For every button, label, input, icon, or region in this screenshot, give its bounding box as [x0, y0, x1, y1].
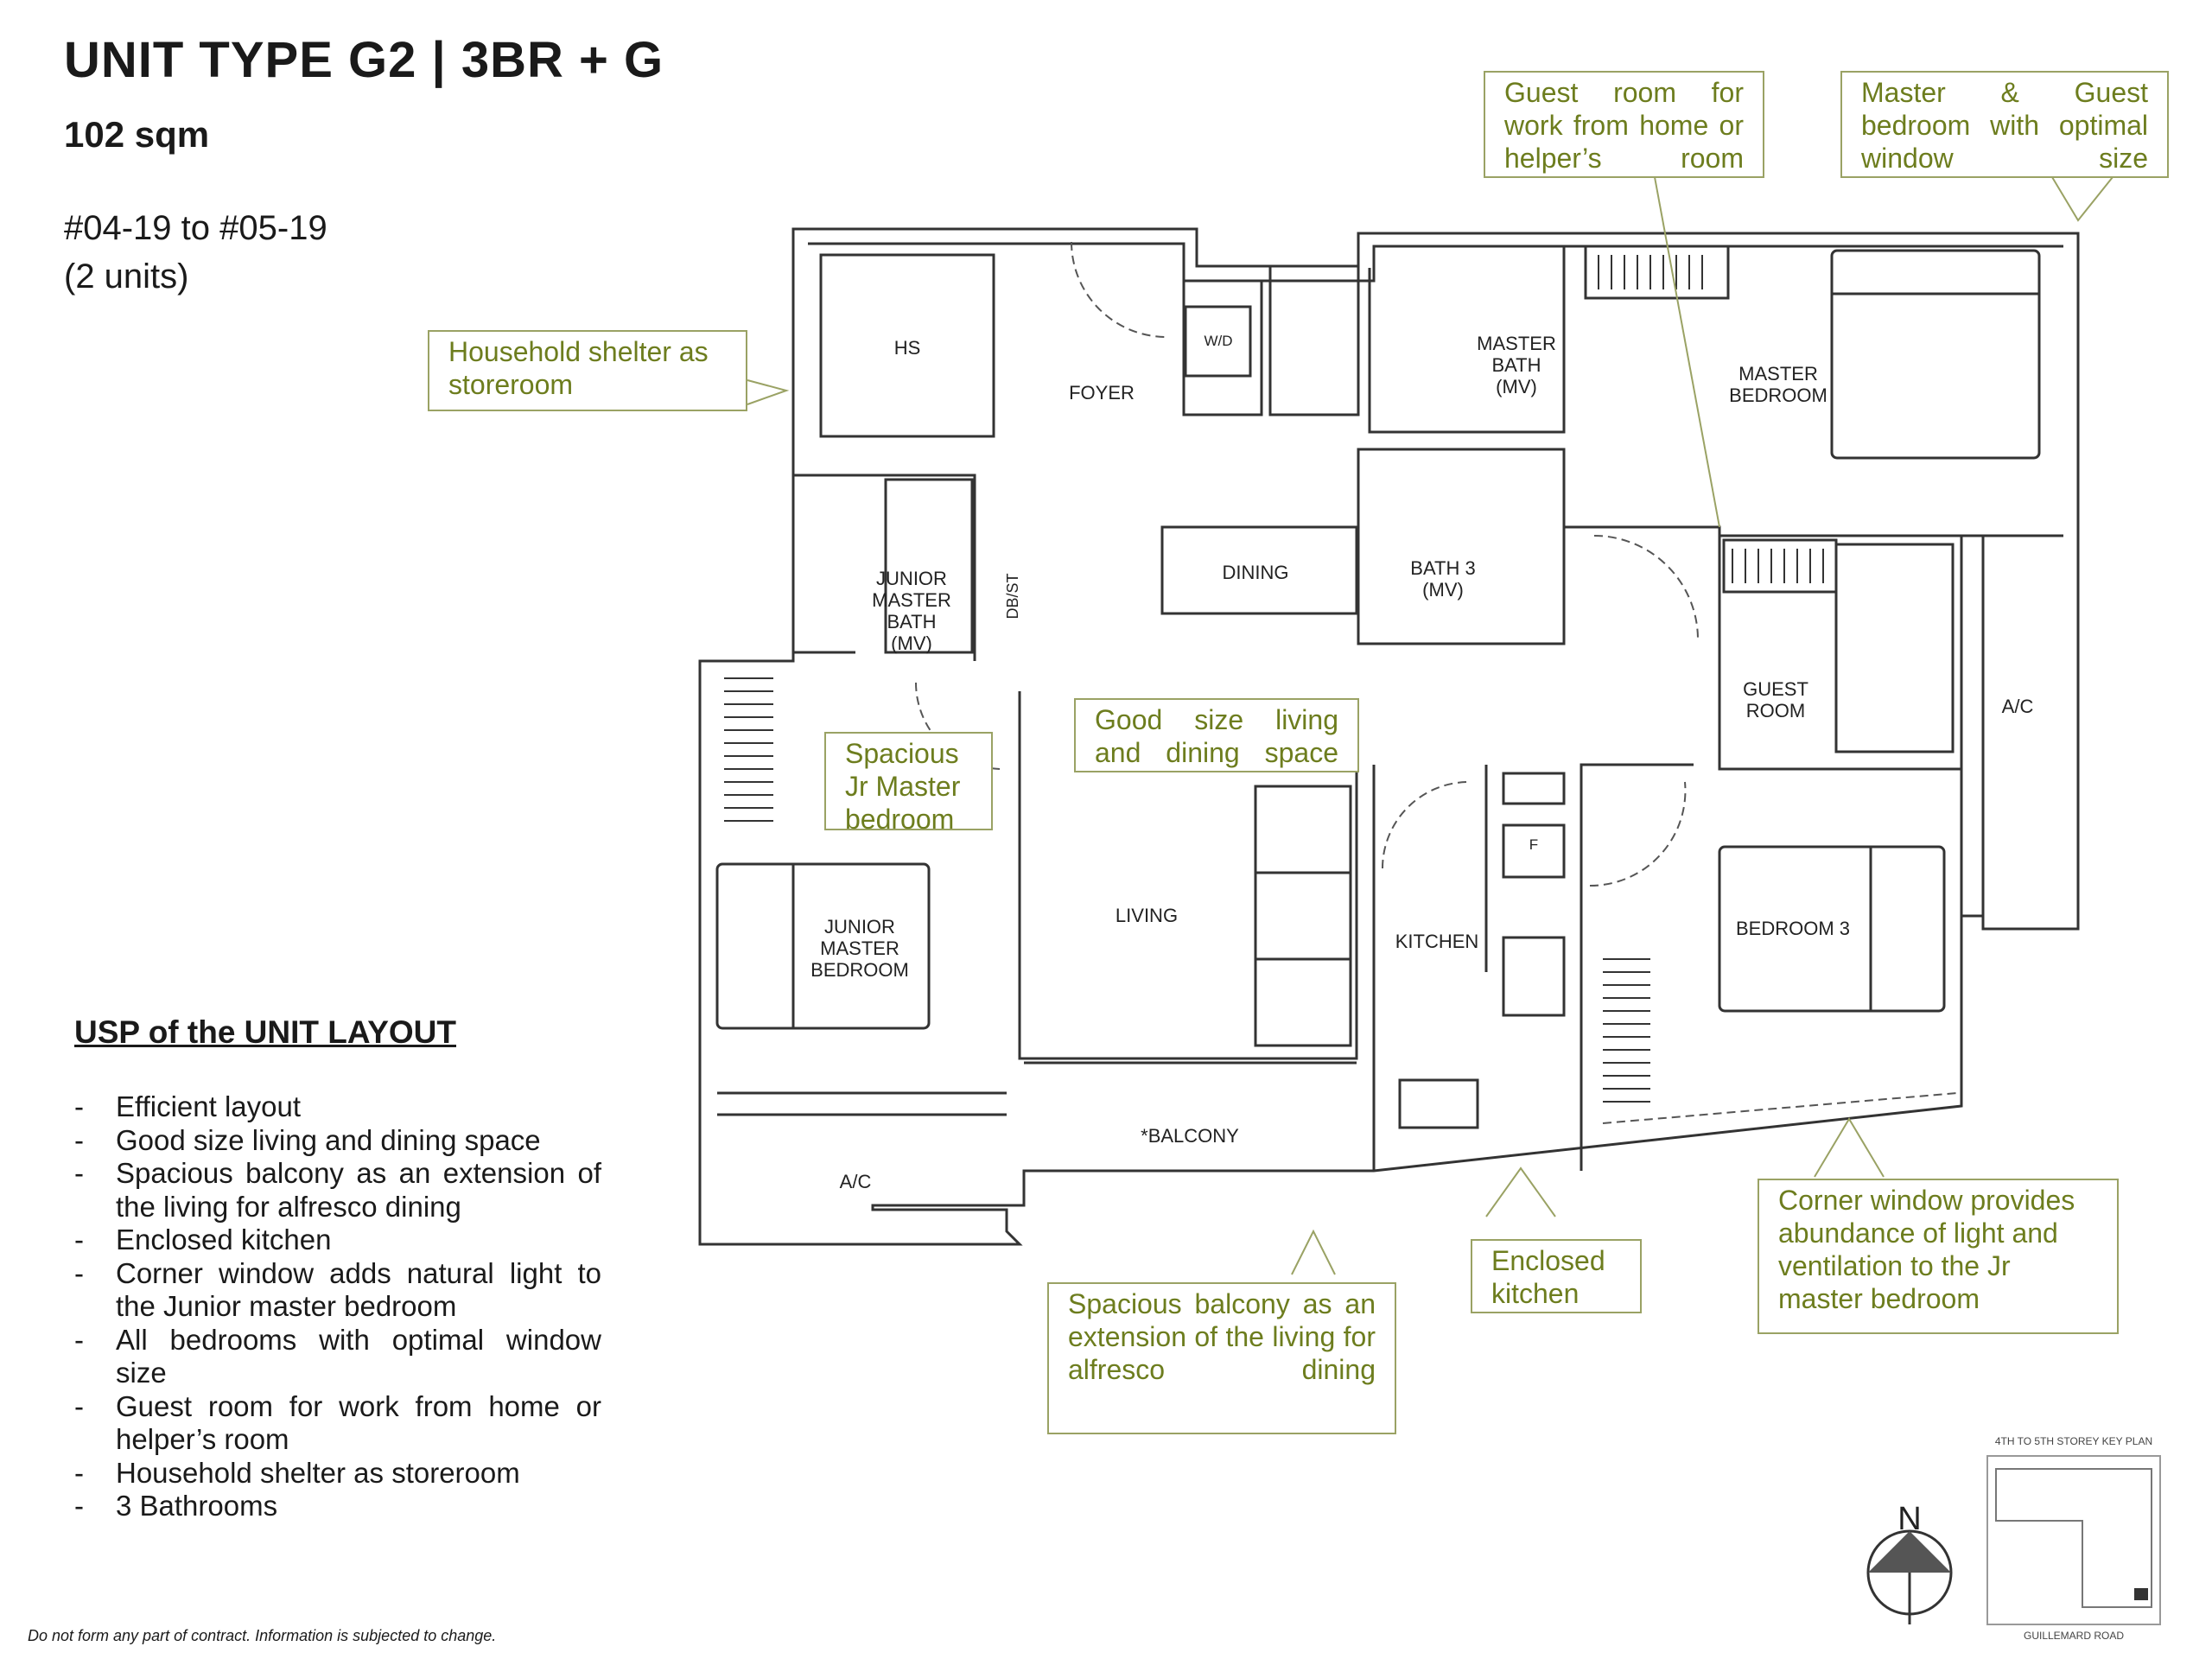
- key-plan-road: GUILLEMARD ROAD: [2023, 1630, 2125, 1642]
- room-jr-bed-2: MASTER: [820, 938, 899, 959]
- room-jr-bath-4: (MV): [891, 632, 932, 654]
- callout-living-dining: Good size living and dining space: [1074, 698, 1359, 772]
- unit-range: #04-19 to #05-19: [64, 209, 327, 247]
- disclaimer: Do not form any part of contract. Information is subjected to change.: [28, 1627, 497, 1644]
- unit-area: 102 sqm: [64, 114, 210, 155]
- callout-household-shelter: Household shelter as storeroom: [428, 330, 747, 411]
- callout-jr-master: Spacious Jr Master bedroom: [824, 732, 993, 830]
- room-foyer: FOYER: [1069, 382, 1135, 404]
- room-master-bedroom-2: BEDROOM: [1729, 385, 1827, 406]
- room-master-bath-2: BATH: [1491, 354, 1541, 376]
- room-wd: W/D: [1204, 333, 1233, 349]
- usp-item: - Spacious balcony as an extension of the living for alfresco dining: [74, 1157, 601, 1224]
- room-ac-bottom: A/C: [839, 1171, 872, 1192]
- callout-master-guest: Master & Guest bedroom with optimal window size: [1840, 71, 2169, 178]
- callout-guest-room: Guest room for work from home or helper’s room: [1484, 71, 1764, 178]
- north-label: N: [1897, 1501, 1922, 1537]
- room-labels: [810, 333, 2033, 1192]
- room-jr-bath-3: BATH: [887, 611, 937, 632]
- key-plan-title: 4TH TO 5TH STOREY KEY PLAN: [1994, 1435, 2153, 1447]
- room-jr-bath-2: MASTER: [872, 589, 951, 611]
- usp-item: - Guest room for work from home or helper’s room: [74, 1390, 601, 1457]
- room-hs: HS: [893, 337, 921, 359]
- unit-count: (2 units): [64, 257, 189, 296]
- callout-kitchen: Enclosed kitchen: [1471, 1239, 1642, 1313]
- room-kitchen: KITCHEN: [1395, 931, 1479, 952]
- room-jr-bed-1: JUNIOR: [824, 916, 895, 938]
- key-plan: [1987, 1435, 2160, 1642]
- unit-type-title: UNIT TYPE G2 | 3BR + G: [64, 32, 664, 88]
- room-master-bath-3: (MV): [1496, 376, 1537, 397]
- north-arrow: [1868, 1501, 1951, 1624]
- room-bath3-1: BATH 3: [1410, 557, 1476, 579]
- room-dbst: DB/ST: [1004, 573, 1021, 620]
- room-balcony: *BALCONY: [1141, 1125, 1239, 1147]
- room-fridge: F: [1529, 836, 1539, 853]
- callout-corner-window: Corner window provides abundance of light and ventilation to the Jr master bedroom: [1758, 1179, 2119, 1334]
- usp-item: - Household shelter as storeroom: [74, 1457, 601, 1491]
- room-guest-1: GUEST: [1743, 678, 1808, 700]
- usp-heading: USP of the UNIT LAYOUT: [74, 1014, 456, 1050]
- room-jr-bath-1: JUNIOR: [876, 568, 947, 589]
- room-master-bath-1: MASTER: [1477, 333, 1556, 354]
- callout-balcony: Spacious balcony as an extension of the living for alfresco dining: [1047, 1282, 1396, 1434]
- usp-item: - Efficient layout: [74, 1090, 601, 1124]
- room-bedroom3: BEDROOM 3: [1735, 918, 1851, 939]
- room-living: LIVING: [1115, 905, 1179, 926]
- room-jr-bed-3: BEDROOM: [810, 959, 909, 981]
- usp-item: - Good size living and dining space: [74, 1124, 601, 1158]
- usp-item: - All bedrooms with optimal window size: [74, 1324, 601, 1390]
- room-master-bedroom-1: MASTER: [1738, 363, 1818, 385]
- usp-item: - Enclosed kitchen: [74, 1224, 601, 1257]
- room-ac-right: A/C: [2001, 696, 2034, 717]
- room-dining: DINING: [1222, 562, 1289, 583]
- usp-item: - 3 Bathrooms: [74, 1490, 601, 1523]
- room-bath3-2: (MV): [1422, 579, 1464, 601]
- usp-item: - Corner window adds natural light to the Junior master bedroom: [74, 1257, 601, 1324]
- callout-pointers: [747, 177, 2113, 1274]
- room-guest-2: ROOM: [1745, 700, 1806, 721]
